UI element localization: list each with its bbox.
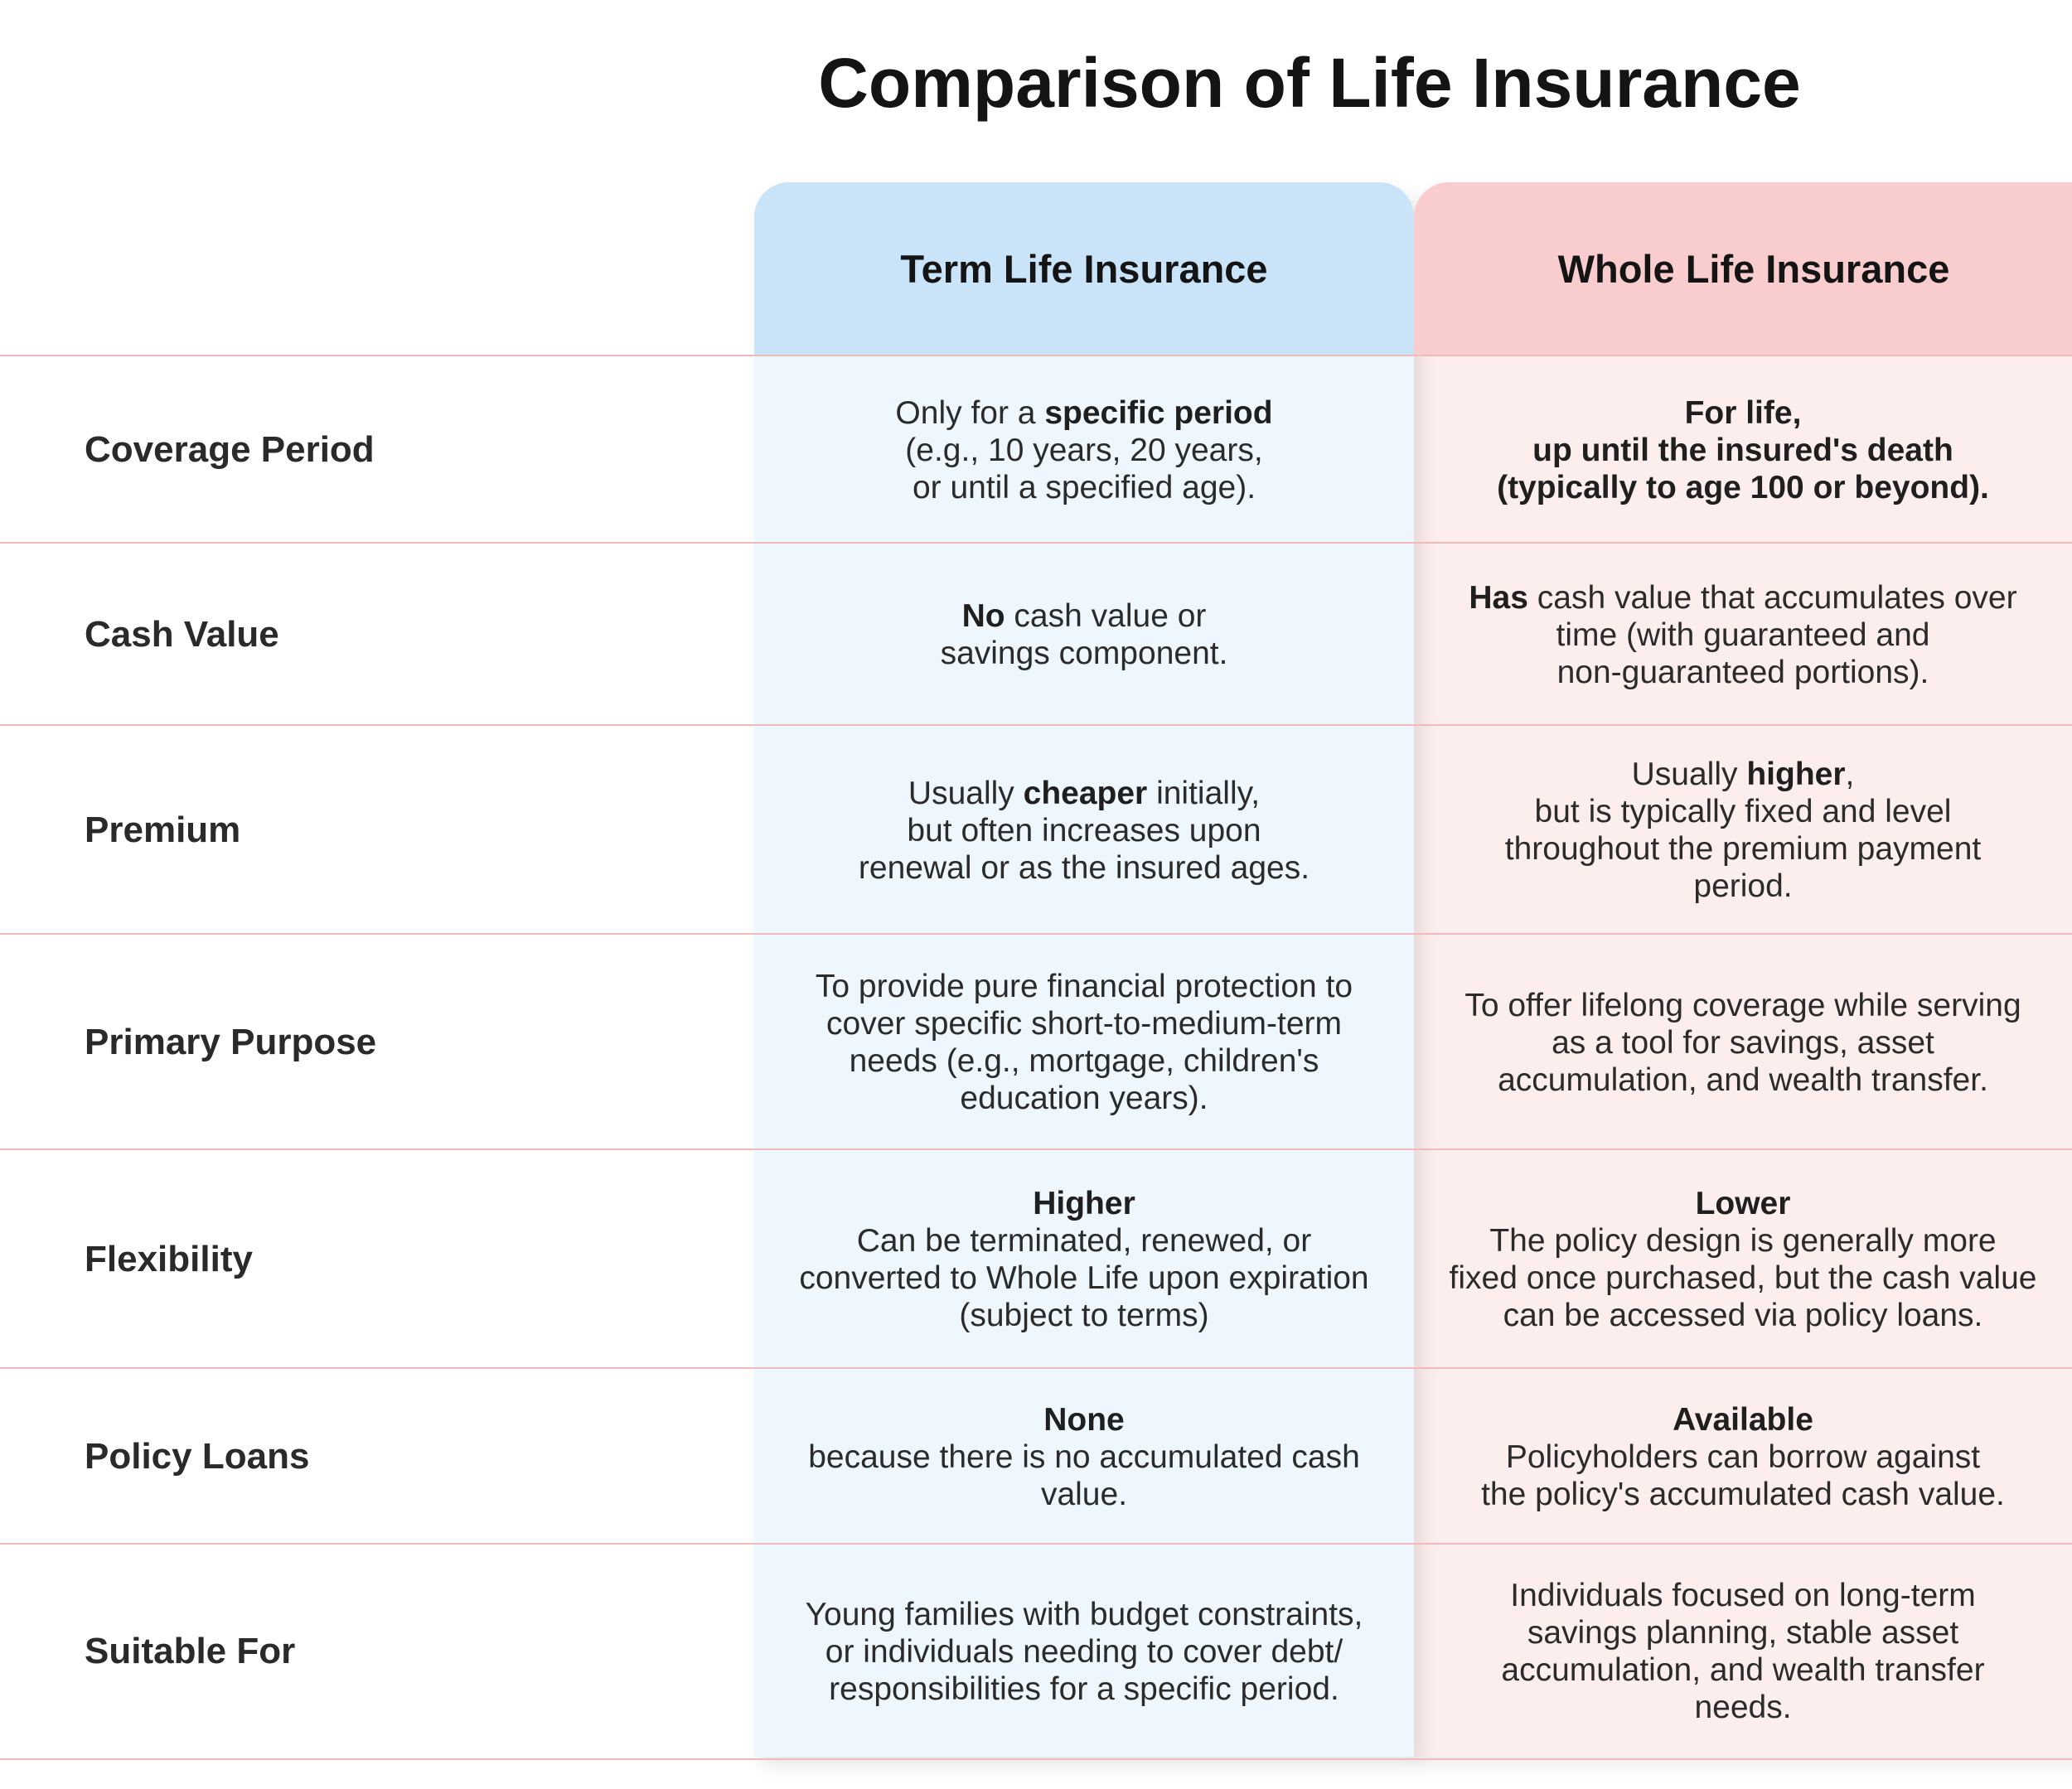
cell-line — [1469, 654, 2016, 691]
term-cell-text — [816, 968, 1353, 1117]
text-segment: (subject to terms) — [959, 1298, 1209, 1333]
cell-line — [1450, 1297, 2037, 1334]
cell-line — [1469, 579, 2016, 616]
bold-text: cheaper — [1023, 775, 1148, 811]
whole-cell-text — [1450, 1185, 2037, 1334]
bold-text: None — [1043, 1401, 1125, 1438]
bold-text: (typically to age 100 or beyond). — [1497, 469, 1989, 505]
cell-line — [1497, 394, 1989, 432]
term-cell-text — [799, 1185, 1368, 1334]
text-segment: Usually — [1631, 757, 1747, 792]
cell-line — [859, 812, 1310, 849]
term-cell-text — [806, 1596, 1363, 1708]
cell-line — [816, 968, 1353, 1005]
cell-line — [1497, 432, 1989, 469]
text-segment: cash value that accumulates over — [1527, 579, 2017, 616]
term-cell — [754, 356, 1414, 544]
text-segment: The policy design is generally more — [1489, 1223, 1997, 1259]
cell-line — [1505, 756, 1982, 793]
table-row — [0, 1543, 2072, 1760]
cell-line — [1450, 1185, 2037, 1222]
whole-cell — [1414, 544, 2072, 726]
text-segment: responsibilities for a specific period. — [829, 1671, 1339, 1707]
term-life-header: Term Life Insurance — [754, 182, 1414, 355]
term-cell — [754, 935, 1414, 1150]
text-segment: accumulation, and wealth transfer. — [1498, 1061, 1988, 1098]
text-segment: throughout the premium payment — [1504, 831, 1982, 867]
cell-line — [816, 1080, 1353, 1117]
whole-cell — [1414, 1150, 2072, 1369]
text-segment: Only for a — [895, 394, 1045, 431]
cell-line — [799, 1185, 1368, 1222]
text-segment: savings planning, stable asset — [1527, 1615, 1959, 1651]
cell-line — [1450, 1260, 2037, 1297]
cell-line — [799, 1297, 1368, 1334]
term-cell-text — [895, 394, 1272, 506]
term-cell-text — [859, 775, 1310, 887]
text-segment: converted to Whole Life upon expiration — [799, 1260, 1369, 1296]
whole-cell — [1414, 1369, 2072, 1545]
text-segment: education years). — [960, 1081, 1208, 1116]
text-segment: or individuals needing to cover debt/ — [825, 1633, 1343, 1670]
text-segment: value. — [1040, 1476, 1128, 1512]
cell-line — [1481, 1476, 2005, 1513]
text-segment: time (with guaranteed and — [1556, 616, 1930, 653]
row-label: Cash Value — [85, 614, 279, 655]
term-cell-text — [941, 597, 1228, 672]
cell-line — [806, 1633, 1363, 1671]
cell-line — [799, 1260, 1368, 1297]
cell-line — [1481, 1401, 2005, 1438]
text-segment: To provide pure financial protection to — [815, 969, 1353, 1004]
text-segment: cash value or — [1005, 598, 1207, 634]
whole-cell — [1414, 1545, 2072, 1758]
text-segment: Young families with budget constraints, — [805, 1596, 1363, 1632]
cell-line — [1450, 1222, 2037, 1260]
cell-line — [1501, 1577, 1984, 1614]
cell-line — [808, 1476, 1360, 1513]
cell-line — [799, 1222, 1368, 1260]
term-cell — [754, 544, 1414, 726]
table-row — [0, 1148, 2072, 1369]
cell-line — [806, 1671, 1363, 1708]
text-segment: , — [1845, 757, 1855, 792]
table-row — [0, 1367, 2072, 1545]
text-segment: Policyholders can borrow against — [1505, 1438, 1981, 1475]
term-cell — [754, 1369, 1414, 1545]
text-segment: needs. — [1694, 1690, 1792, 1725]
row-label: Suitable For — [85, 1631, 296, 1671]
term-cell-text — [808, 1401, 1360, 1513]
text-segment: Individuals focused on long-term — [1510, 1578, 1976, 1613]
text-segment: (e.g., 10 years, 20 years, — [905, 432, 1263, 468]
bold-text: For life, — [1684, 394, 1802, 431]
text-segment: because there is no accumulated cash — [808, 1438, 1360, 1475]
cell-line — [1464, 1024, 2021, 1061]
cell-line — [808, 1401, 1360, 1438]
text-segment: accumulation, and wealth transfer — [1501, 1652, 1985, 1688]
cell-line — [1481, 1438, 2005, 1476]
page-title: Comparison of Life Insurance — [818, 44, 1801, 122]
text-segment: needs (e.g., mortgage, children's — [849, 1043, 1319, 1079]
bold-text: No — [961, 598, 1005, 634]
row-label: Flexibility — [85, 1239, 253, 1279]
text-segment: fixed once purchased, but the cash value — [1449, 1260, 2037, 1296]
table-row — [0, 355, 2072, 544]
text-segment: but is typically fixed and level — [1534, 794, 1952, 829]
text-segment: To offer lifelong coverage while serving — [1464, 987, 2021, 1023]
cell-line — [859, 849, 1310, 887]
bold-text: Higher — [1033, 1186, 1135, 1221]
bold-text: Available — [1673, 1401, 1813, 1438]
text-segment: cover specific short-to-medium-term — [826, 1006, 1342, 1042]
text-segment: initially, — [1147, 775, 1261, 811]
cell-line — [1469, 616, 2016, 654]
row-label: Coverage Period — [85, 429, 375, 470]
cell-line — [1501, 1651, 1984, 1689]
bold-text: higher — [1746, 757, 1846, 792]
text-segment: renewal or as the insured ages. — [858, 849, 1310, 886]
text-segment: or until a specified age). — [912, 469, 1256, 505]
bold-text: up until the insured's death — [1532, 432, 1953, 468]
cell-line — [895, 394, 1272, 432]
text-segment: but often increases upon — [907, 812, 1261, 849]
text-segment: period. — [1693, 868, 1793, 904]
cell-line — [1497, 469, 1989, 506]
whole-cell-text — [1505, 756, 1982, 905]
row-label: Policy Loans — [85, 1436, 310, 1477]
cell-line — [895, 469, 1272, 506]
cell-line — [1505, 793, 1982, 830]
cell-line — [1505, 830, 1982, 868]
whole-cell — [1414, 726, 2072, 935]
text-segment: Usually — [908, 775, 1024, 811]
text-segment: can be accessed via policy loans. — [1503, 1298, 1983, 1333]
text-segment: Can be terminated, renewed, or — [856, 1223, 1312, 1259]
text-segment: the policy's accumulated cash value. — [1481, 1476, 2005, 1512]
cell-line — [816, 1005, 1353, 1042]
whole-cell-text — [1481, 1401, 2005, 1513]
term-cell — [754, 726, 1414, 935]
text-segment: savings component. — [940, 636, 1228, 671]
bold-text: Lower — [1695, 1186, 1791, 1221]
whole-cell-text — [1469, 579, 2016, 691]
term-cell — [754, 1545, 1414, 1758]
cell-line — [808, 1438, 1360, 1476]
whole-cell — [1414, 356, 2072, 544]
text-segment: non-guaranteed portions). — [1556, 654, 1929, 690]
cell-line — [1505, 868, 1982, 905]
term-cell — [754, 1150, 1414, 1369]
cell-line — [1501, 1689, 1984, 1726]
whole-life-header: Whole Life Insurance — [1414, 182, 2072, 355]
whole-cell-text — [1464, 987, 2021, 1099]
whole-cell-text — [1497, 394, 1989, 506]
table-row — [0, 933, 2072, 1150]
cell-line — [941, 635, 1228, 672]
cell-line — [1464, 987, 2021, 1024]
row-label: Primary Purpose — [85, 1022, 377, 1062]
cell-line — [941, 597, 1228, 635]
table-row — [0, 724, 2072, 935]
row-label: Premium — [85, 810, 241, 850]
whole-cell — [1414, 935, 2072, 1150]
cell-line — [806, 1596, 1363, 1633]
cell-line — [859, 775, 1310, 812]
cell-line — [1501, 1614, 1984, 1651]
whole-cell-text — [1501, 1577, 1984, 1726]
text-segment: as a tool for savings, asset — [1552, 1024, 1934, 1061]
table-row — [0, 542, 2072, 726]
cell-line — [1464, 1061, 2021, 1099]
cell-line — [816, 1042, 1353, 1080]
cell-line — [895, 432, 1272, 469]
bold-text: specific period — [1044, 394, 1273, 431]
bold-text: Has — [1469, 579, 1528, 616]
